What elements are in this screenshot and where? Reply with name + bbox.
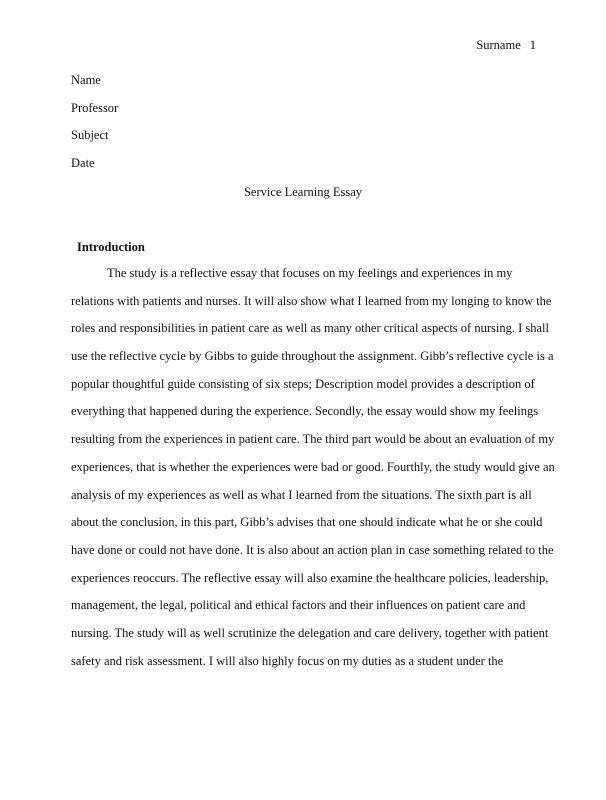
paragraph-line: The study is a reflective essay that focuses on my feelings and experiences in my <box>107 266 513 280</box>
subject-line: Subject <box>71 128 109 143</box>
paragraph-line: popular thoughtful guide consisting of six steps; Description model provides a description of <box>71 376 535 391</box>
essay-title: Service Learning Essay <box>243 185 362 199</box>
page-number: 1 <box>529 38 536 52</box>
heading-block <box>71 72 118 183</box>
running-header <box>476 37 536 53</box>
section-heading-introduction: Introduction <box>77 240 145 254</box>
paragraph-line: everything that happened during the experience. Secondly, the essay would show my feelings <box>71 404 539 419</box>
paragraph-line: resulting from the experiences in patient care. The third part would be about an evaluation of my <box>71 432 555 447</box>
body-paragraph <box>71 265 555 680</box>
paragraph-line: about the conclusion, in this part, Gibb’s advises that one should indicate what he or she could <box>71 515 543 530</box>
professor-name: Professor <box>71 100 119 115</box>
paragraph-line: experiences reoccurs. The reflective essay will also examine the healthcare policies, leadership, <box>71 570 549 585</box>
paragraph-line: safety and risk assessment. I will also highly focus on my duties as a student under the <box>71 653 504 668</box>
paragraph-line: relations with patients and nurses. It will also show what I learned from my longing to know the <box>71 293 552 308</box>
paragraph-line: roles and responsibilities in patient care as well as many other critical aspects of nursing. I shall <box>71 321 549 336</box>
student-name: Name <box>71 73 101 87</box>
paragraph-line: nursing. The study will as well scrutinize the delegation and care delivery, together with patient <box>71 625 549 640</box>
date-line: Date <box>71 156 95 171</box>
paragraph-line: have done or could not have done. It is also about an action plan in case something related to the <box>71 542 554 557</box>
paragraph-line: analysis of my experiences as well as what I learned from the situations. The sixth part is all <box>71 487 532 502</box>
paragraph-line: experiences, that is whether the experiences were bad or good. Fourthly, the study would give an <box>71 459 555 474</box>
paragraph-line: management, the legal, political and ethical factors and their influences on patient care and <box>71 598 526 613</box>
header-surname: Surname <box>476 38 521 52</box>
paragraph-line: use the reflective cycle by Gibbs to guide throughout the assignment. Gibb’s reflective cycle is a <box>71 349 554 364</box>
